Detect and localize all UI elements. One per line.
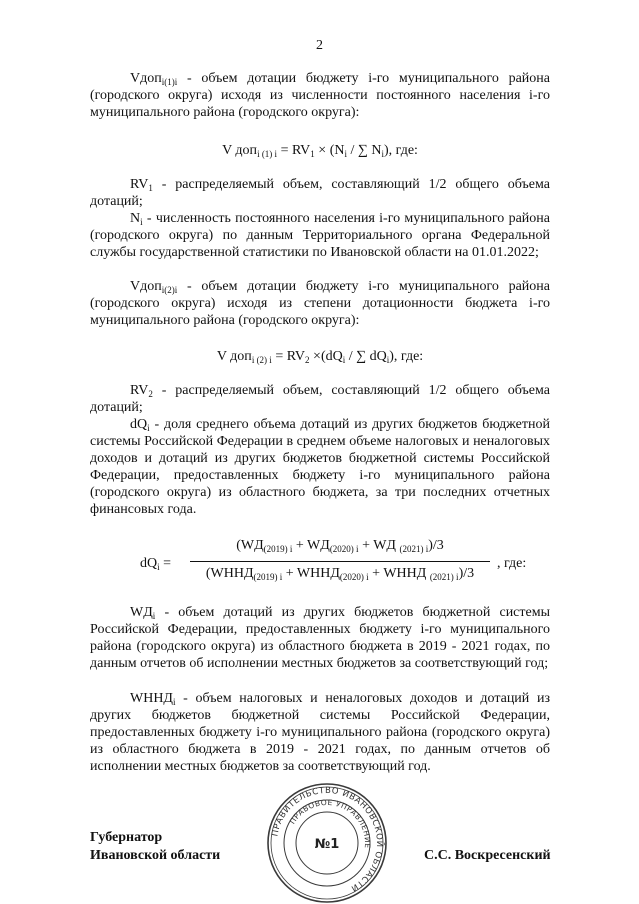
formula-dqi-numerator: ($WД_{(2019) i} + WД_{(2020) i}$ + WД $_{(2021) i}$)/3 bbox=[236, 538, 444, 554]
paragraph-dqi: $dQ_i$ - доля среднего объема дотаций из других бюджетов бюджетной системы Российской Федерации в среднем объеме налоговых и неналоговых доходов и дотаций из других бюджетов бюджетной системы Российской Федерации, предоставленных бюджету i-го муниципального района (городского округа) из областного бюджета, за три последних отчетных финансовых года. bbox=[90, 417, 550, 517]
formula-dqi bbox=[110, 538, 550, 594]
formula-vdop2: V $доп_{i (2) i} = RV_2 \times(dQ_i$ / ∑ $dQ_i$), где: bbox=[216, 349, 424, 365]
paragraph-vdop2: Vдоп$_{i(2)i}$ - объем дотации бюджету i-го муниципального района (городского округа) исходя из степени дотационности бюджета i-го муниципального района (городского округа): bbox=[90, 279, 550, 328]
signature-title-line1: Губернатор bbox=[90, 830, 163, 845]
formula-dqi-tail: , где: bbox=[497, 556, 527, 571]
paragraph-wdi: $WД_i$ - объем дотаций из других бюджетов бюджетной системы Российской Федерации, предоставленных бюджету i-го муниципального района (городского округа) из областного бюджета в 2019 - 2021 годах, по данным отчетов об исполнении местных бюджетов за соответствующий год; bbox=[90, 605, 550, 671]
formula-dqi-lhs: $dQ_i$ = bbox=[140, 556, 172, 572]
paragraph-wnndi: $WННД_i$ - объем налоговых и неналоговых доходов и дотаций из других бюджетов бюджетной системы Российской Федерации, предоставленных бюджету i-го муниципального района (городского округа) из областного бюджета в 2019 - 2021 годах, по данным отчетов об исполнении местных бюджетов за соответствующий год. bbox=[90, 691, 550, 774]
paragraph-ni: $N_i$ - численность постоянного населения i-го муниципального района (городского округа) по данным Территориального органа Федеральной службы государственной статистики по Ивановской области на 01.01.2022; bbox=[90, 211, 550, 260]
official-seal-stamp bbox=[266, 782, 388, 904]
paragraph-vdop1: Vдоп$_{i(1)i}$ - объем дотации бюджету i-го муниципального района (городского округа) исходя из численности постоянного населения i-го муниципального района (городского округа): bbox=[90, 71, 550, 120]
signature-title-line2: Ивановской области bbox=[90, 848, 221, 863]
seal-number: №1 bbox=[314, 837, 340, 852]
signature-name: С.С. Воскресенский bbox=[424, 848, 551, 863]
paragraph-rv2: $RV_2$ - распределяемый объем, составляющий 1/2 общего объема дотаций; bbox=[90, 383, 550, 415]
page-number: 2 bbox=[316, 38, 323, 53]
seal-inner-text: ПРАВОВОЕ УПРАВЛЕНИЕ bbox=[287, 797, 373, 849]
fraction-bar bbox=[190, 561, 490, 562]
formula-dqi-denominator: ($WННД_{(2019) i}$ + $WННД_{(2020) i}$ + WННД $_{(2021) i}$)/3 bbox=[205, 566, 475, 582]
seal-outer-text: ПРАВИТЕЛЬСТВО ИВАНОВСКОЙ ОБЛАСТИ bbox=[270, 785, 385, 894]
paragraph-rv1: $RV_1$ - распределяемый объем, составляющий 1/2 общего объема дотаций; bbox=[90, 177, 550, 209]
formula-vdop1: V $доп_{i (1) i} = RV_1 \times (N_i$ / ∑ $N_i$), где: bbox=[222, 143, 418, 159]
